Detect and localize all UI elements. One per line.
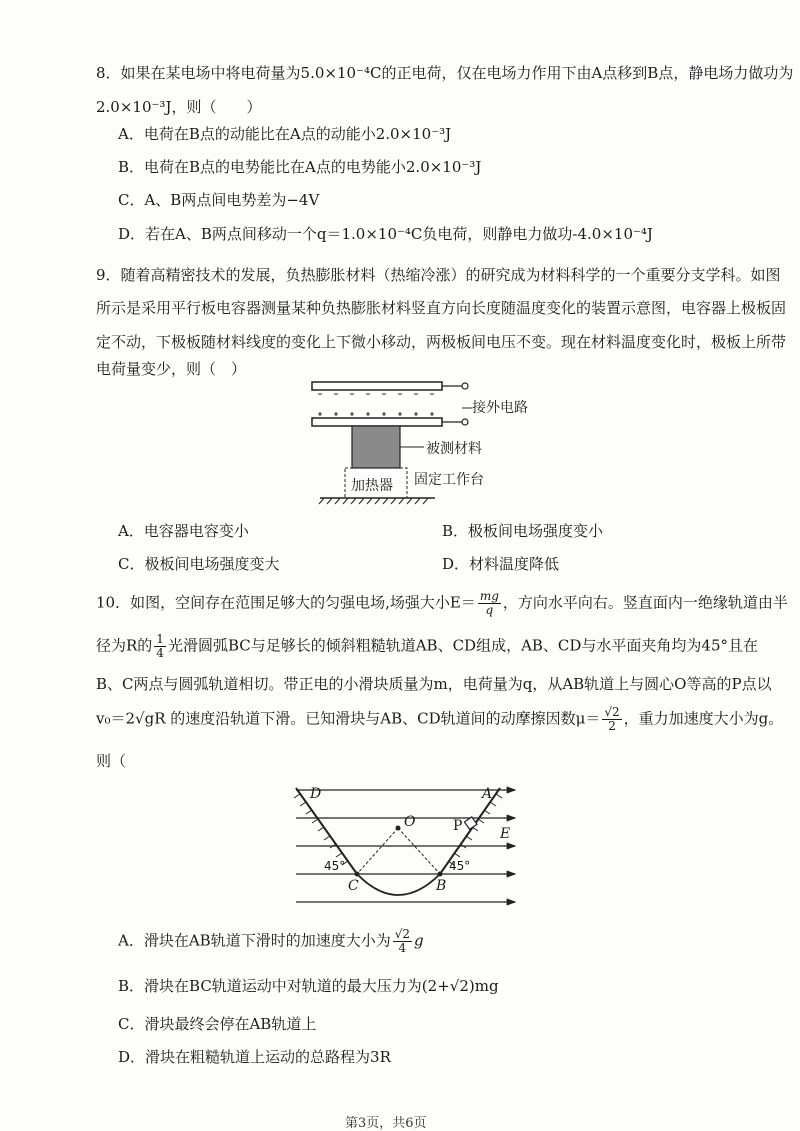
q8-option-a: A．电荷在B点的动能比在A点的动能小2.0×10⁻³J xyxy=(118,125,452,143)
point-c xyxy=(355,872,360,877)
label-c: C xyxy=(348,878,359,894)
label-b: B xyxy=(436,878,447,894)
label-material: 被测材料 xyxy=(426,441,482,457)
q10-line1-a: 10．如图，空间存在范围足够大的匀强电场,场强大小E＝ xyxy=(96,593,476,612)
upper-plate xyxy=(312,382,442,390)
label-o: O xyxy=(404,814,416,830)
q9-stem-line3: 定不动，下极板随材料线度的变化上下微小移动，两极板间电压不变。现在材料温度变化时，极板上所带 xyxy=(96,333,787,351)
label-e: E xyxy=(500,826,511,842)
track-diagram xyxy=(0,778,800,918)
label-angle-left: 45° xyxy=(324,859,346,873)
q10-line2-b: 光滑圆弧BC与足够长的倾斜粗糙轨道AB、CD组成，AB、CD与水平面夹角均为45°且在 xyxy=(167,636,759,655)
q10-opt-a-text: A．滑块在AB轨道下滑时的加速度大小为 xyxy=(118,931,391,950)
accel-fraction: $\frac{√2}{4}$ xyxy=(394,927,410,955)
label-stage: 固定工作台 xyxy=(414,472,484,488)
q8-stem-line2: 2.0×10⁻³J，则（ ） xyxy=(96,98,262,116)
mu-fraction: $\frac{√2}{2}$ xyxy=(604,705,620,733)
q10-option-b: B．滑块在BC轨道运动中对轨道的最大压力为(2+√2)mg xyxy=(118,977,499,995)
q10-line2-a: 径为R的 xyxy=(96,636,153,655)
label-external-circuit: 接外电路 xyxy=(472,400,528,416)
label-heater: 加热器 xyxy=(351,478,393,494)
q10-stem-line5: 则（ xyxy=(96,752,127,770)
q10-stem-line3: B、C两点与圆弧轨道相切。带正电的小滑块质量为m，电荷量为q，从AB轨道上与圆心O等高的P点以 xyxy=(96,675,772,693)
q9-option-d: D．材料温度降低 xyxy=(442,555,560,573)
q9-stem-line4: 电荷量变少，则（ ） xyxy=(96,360,247,378)
point-o xyxy=(396,826,401,831)
label-a: A xyxy=(482,786,493,802)
q10-option-d: D．滑块在粗糙轨道上运动的总路程为3R xyxy=(118,1048,391,1066)
slider-block xyxy=(464,817,477,830)
q10-line4-a: v₀＝2√gR 的速度沿轨道下滑。已知滑块与AB、CD轨道间的动摩擦因数μ＝ xyxy=(96,709,601,728)
q10-line4-b: ，重力加速度大小为g。 xyxy=(623,709,784,728)
quarter-fraction: $\frac{1}{4}$ xyxy=(156,632,164,660)
q9-option-a: A．电容器电容变小 xyxy=(118,522,249,540)
q10-option-a xyxy=(118,928,424,955)
field-fraction: $\frac{mg}{q}$ xyxy=(479,589,499,617)
q8-option-b: B．电荷在B点的电势能比在A点的电势能小2.0×10⁻³J xyxy=(118,158,482,176)
q10-stem-line2 xyxy=(96,633,758,660)
material-block xyxy=(352,426,400,468)
q8-option-c: C．A、B两点间电势差为−4V xyxy=(118,191,320,209)
arc-bc xyxy=(357,874,440,895)
q10-line1-b: ，方向水平向右。竖直面内一绝缘轨道由半 xyxy=(502,593,788,612)
point-b xyxy=(438,872,443,877)
q10-stem-line1 xyxy=(96,590,788,617)
page-footer: 第3页，共6页 xyxy=(345,1116,427,1131)
q9-stem-line1: 9．随着高精密技术的发展，负热膨胀材料（热缩冷涨）的研究成为材料科学的一个重要分支学科。如图 xyxy=(96,266,781,284)
q8-option-d: D．若在A、B两点间移动一个q＝1.0×10⁻⁴C负电荷，则静电力做功-4.0×10⁻⁴J xyxy=(118,225,653,243)
q10-option-c: C．滑块最终会停在AB轨道上 xyxy=(118,1015,317,1033)
q9-option-c: C．极板间电场强度变大 xyxy=(118,555,280,573)
q9-option-b: B．极板间电场强度变小 xyxy=(442,522,604,540)
capacitor-diagram xyxy=(0,378,800,508)
label-angle-right: 45° xyxy=(449,859,471,873)
lower-plate xyxy=(312,418,442,426)
label-d: D xyxy=(310,786,322,802)
q9-stem-line2: 所示是采用平行板电容器测量某种负热膨胀材料竖直方向长度随温度变化的装置示意图，电容器上极板固 xyxy=(96,299,787,317)
q8-stem-line1: 8．如果在某电场中将电荷量为5.0×10⁻⁴C的正电荷，仅在电场力作用下由A点移到B点，静电场力做功为 xyxy=(96,64,794,82)
label-p: P xyxy=(453,818,463,834)
q10-stem-line4 xyxy=(96,706,783,733)
q10-opt-a-g: g xyxy=(413,931,424,950)
